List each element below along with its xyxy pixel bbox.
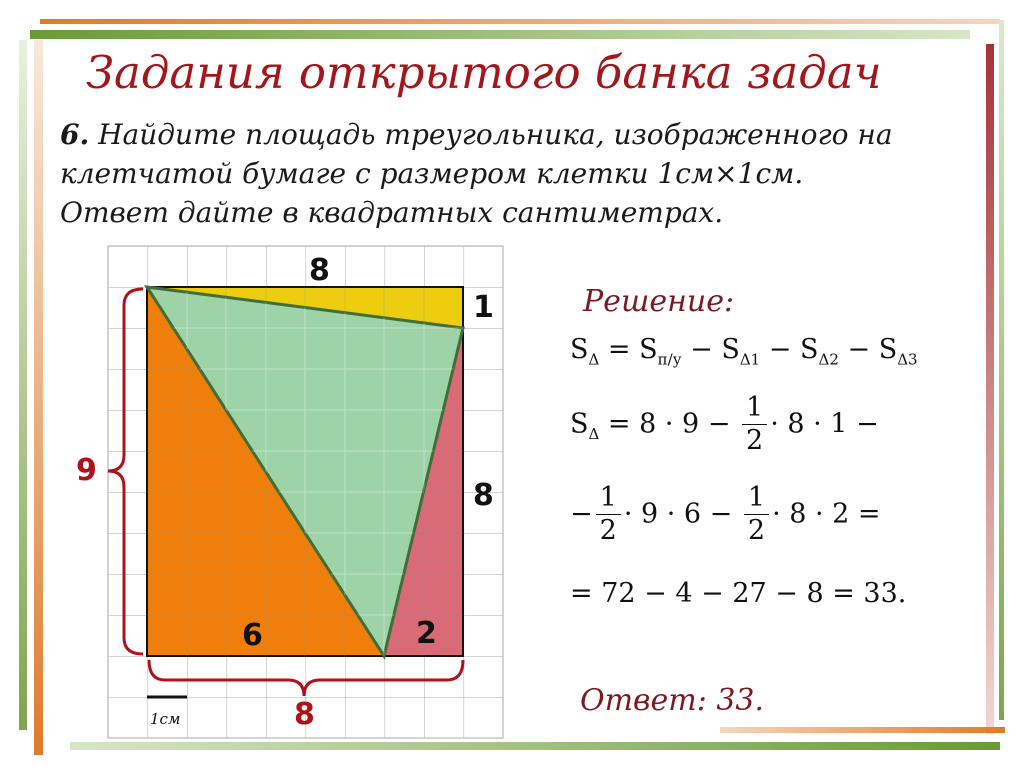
label-bottom-8: 8 bbox=[294, 697, 315, 732]
fraction-2-denominator: 2 bbox=[747, 515, 766, 547]
fraction-2 bbox=[744, 482, 769, 548]
formula-line-4: = 72 − 4 − 27 − 8 = 33. bbox=[570, 578, 907, 609]
formula-m1-sub: Δ1 bbox=[739, 350, 761, 369]
formula-line-3 bbox=[570, 482, 881, 548]
formula-m2: − S bbox=[760, 334, 819, 365]
formula-eq: = bbox=[599, 334, 640, 365]
formula-line-1 bbox=[570, 334, 918, 368]
fraction-1-denominator: 2 bbox=[599, 515, 617, 547]
formula2-tail: · 8 · 1 − bbox=[770, 408, 879, 440]
label-bottom-left-6: 6 bbox=[242, 618, 263, 653]
formula-s2-sub: п/у bbox=[657, 350, 682, 369]
formula-s-sub: Δ bbox=[588, 350, 600, 369]
label-left-9: 9 bbox=[76, 453, 97, 488]
fraction-numerator: 1 bbox=[742, 392, 767, 425]
fraction-1 bbox=[596, 482, 621, 548]
scale-label: 1см bbox=[150, 710, 181, 728]
formula-m1: − S bbox=[681, 334, 740, 365]
fraction-denominator: 2 bbox=[746, 425, 764, 457]
solution-label: Решение: bbox=[583, 284, 735, 319]
label-top-right-1: 1 bbox=[473, 290, 494, 325]
page-title: Задания открытого банка задач bbox=[86, 46, 882, 99]
formula2-s-sub: Δ bbox=[588, 424, 600, 443]
label-top-8: 8 bbox=[309, 253, 330, 288]
fraction-2-numerator: 1 bbox=[744, 482, 769, 515]
formula2-expr: = 8 · 9 − bbox=[599, 408, 740, 440]
formula-m2-sub: Δ2 bbox=[818, 350, 839, 369]
formula-m3-sub: Δ3 bbox=[897, 350, 918, 369]
task-text-line-2: клетчатой бумаге с размером клетки 1см×1см. bbox=[60, 157, 804, 190]
formula3-mid: · 9 · 6 − bbox=[623, 498, 741, 530]
task-text: Найдите площадь треугольника, изображенного на bbox=[98, 118, 893, 151]
fraction bbox=[742, 392, 767, 458]
fraction-1-numerator: 1 bbox=[596, 482, 621, 515]
formula-line-2 bbox=[570, 392, 879, 458]
answer-text: Ответ: 33. bbox=[580, 683, 765, 718]
formula-s2: S bbox=[639, 334, 658, 365]
formula3-lead: − bbox=[570, 498, 593, 530]
formula3-tail: · 8 · 2 = bbox=[772, 498, 881, 530]
label-bottom-right-2: 2 bbox=[416, 616, 437, 651]
formula-s: S bbox=[570, 334, 589, 365]
label-right-8: 8 bbox=[473, 478, 494, 513]
task-text-line-3: Ответ дайте в квадратных сантиметрах. bbox=[60, 196, 724, 229]
formula-m3: − S bbox=[838, 334, 898, 365]
formula2-s: S bbox=[570, 408, 589, 440]
task-number: 6. bbox=[60, 118, 90, 151]
